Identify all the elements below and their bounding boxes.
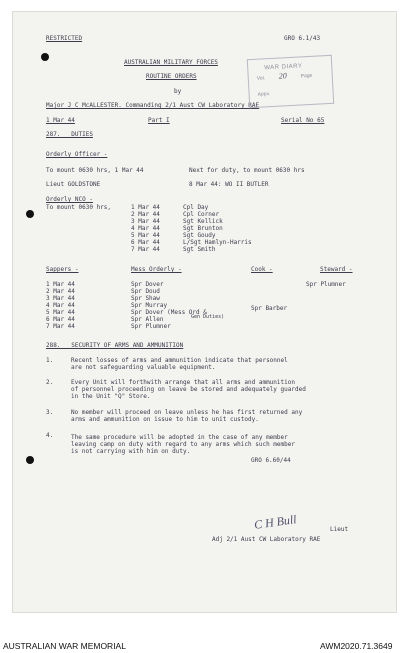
orderly-nco-mount: To mount 0630 hrs, — [46, 204, 112, 211]
roster-day: 7 Mar 44 — [46, 323, 75, 330]
by-line: by — [174, 88, 182, 95]
roster-day: 3 Mar 44 — [46, 295, 75, 302]
nco-day: 7 Mar 44 — [131, 246, 160, 253]
nco-name: Sgt Brunton — [183, 225, 223, 232]
mess-orderly-name: Spr Doud — [131, 288, 160, 295]
item-line: Every Unit will forthwith arrange that all arms and ammunition — [71, 379, 295, 386]
stamp-appx-label: Appx. — [257, 91, 271, 98]
roster-day: 5 Mar 44 — [46, 309, 75, 316]
nco-day: 6 Mar 44 — [131, 239, 160, 246]
nco-name: Cpl Day — [183, 204, 209, 211]
restricted-label: RESTRICTED — [46, 35, 83, 42]
item-number: 2. — [46, 379, 54, 386]
footer-accession-number: AWM2020.71.3649 — [320, 641, 393, 651]
nco-day: 4 Mar 44 — [131, 225, 160, 232]
item-number: 3. — [46, 409, 54, 416]
item-line: leaving camp on duty with regard to any arms which such member — [71, 441, 295, 448]
section-288-heading: 288. SECURITY OF ARMS AND AMMUNITION — [46, 342, 184, 349]
item-line: No member will proceed on leave unless he has first returned any — [71, 409, 303, 416]
roster-day: 1 Mar 44 — [46, 281, 75, 288]
stamp-page-label: Page — [300, 72, 313, 80]
steward-column-heading: Steward - — [320, 266, 353, 273]
organisation-title: AUSTRALIAN MILITARY FORCES — [124, 59, 218, 66]
mess-orderly-name: Spr Allen — [131, 316, 164, 323]
section-287-heading: 287. DUTIES — [46, 131, 93, 138]
mess-orderly-name: Spr Dover (Mess Ord & — [131, 309, 207, 316]
mess-orderly-name: Spr Shaw — [131, 295, 160, 302]
signatory-rank: Lieut — [330, 526, 349, 533]
nco-day: 5 Mar 44 — [131, 232, 160, 239]
cook-name: Spr Barber — [251, 305, 288, 312]
sappers-column-heading: Sappers - — [46, 266, 79, 273]
nco-name: Cpl Corner — [183, 211, 220, 218]
gro-reference: GRO 6.60/44 — [251, 457, 291, 464]
item-line: arms and ammunition on issue to him to unit custody. — [71, 416, 259, 423]
item-number: 4. — [46, 432, 54, 439]
cook-column-heading: Cook - — [251, 266, 273, 273]
roster-day: 4 Mar 44 — [46, 302, 75, 309]
item-line: Recent losses of arms and ammunition indicate that personnel — [71, 357, 288, 364]
stamp-title: WAR DIARY — [264, 63, 303, 72]
footer-institution: AUSTRALIAN WAR MEMORIAL — [3, 641, 126, 651]
mess-orderly-column-heading: Mess Orderly - — [131, 266, 182, 273]
item-line: in the Unit "Q" Store. — [71, 393, 151, 400]
orderly-officer-mount: To mount 0630 hrs, 1 Mar 44 — [46, 167, 144, 174]
steward-name: Spr Plumner — [306, 281, 346, 288]
punch-hole — [26, 210, 34, 218]
nco-name: Sgt Kellick — [183, 218, 223, 225]
punch-hole — [26, 456, 34, 464]
mess-orderly-name: Spr Dover — [131, 281, 164, 288]
orderly-officer-name: Lieut GOLDSTONE — [46, 181, 101, 188]
document-ref: GRO 6.1/43 — [284, 35, 321, 42]
serial-number: Serial No 65 — [281, 117, 325, 124]
commanding-officer: Major J C McALLESTER. Commanding 2/1 Aust CW Laboratory RAE — [46, 102, 260, 109]
nco-name: L/Sgt Hamlyn-Harris — [183, 239, 252, 246]
signatory-title: Adj 2/1 Aust CW Laboratory RAE — [212, 536, 321, 543]
item-number: 1. — [46, 357, 54, 364]
orderly-officer-heading: Orderly Officer - — [46, 151, 108, 158]
document-title: ROUTINE ORDERS — [146, 73, 197, 80]
nco-day: 3 Mar 44 — [131, 218, 160, 225]
next-officer-name: 8 Mar 44: WO II BUTLER — [189, 181, 269, 188]
next-for-duty: Next for duty, to mount 0630 hrs — [189, 167, 305, 174]
mess-orderly-note: Gen Duties) — [191, 314, 225, 320]
orders-date: 1 Mar 44 — [46, 117, 75, 124]
part-label: Part I — [148, 117, 170, 124]
roster-day: 6 Mar 44 — [46, 316, 75, 323]
item-line: is not carrying with him on duty. — [71, 448, 191, 455]
nco-name: Sgt Goudy — [183, 232, 216, 239]
nco-name: Sgt Smith — [183, 246, 216, 253]
mess-orderly-name: Spr Plumner — [131, 323, 171, 330]
mess-orderly-name: Spr Murray — [131, 302, 168, 309]
roster-day: 2 Mar 44 — [46, 288, 75, 295]
orderly-nco-heading: Orderly NCO - — [46, 196, 93, 203]
nco-day: 2 Mar 44 — [131, 211, 160, 218]
stamp-vol-value: 20 — [278, 71, 287, 81]
item-line: The same procedure will be adopted in the case of any member — [71, 434, 288, 441]
war-diary-stamp — [247, 55, 334, 108]
stamp-vol-label: Vol. — [256, 75, 266, 82]
nco-day: 1 Mar 44 — [131, 204, 160, 211]
handwritten-signature: C H Bull — [253, 512, 298, 532]
item-line: of personnel proceeding on leave be stored and adequately guarded — [71, 386, 306, 393]
item-line: are not safeguarding valuable equipment. — [71, 364, 216, 371]
punch-hole — [41, 53, 49, 61]
